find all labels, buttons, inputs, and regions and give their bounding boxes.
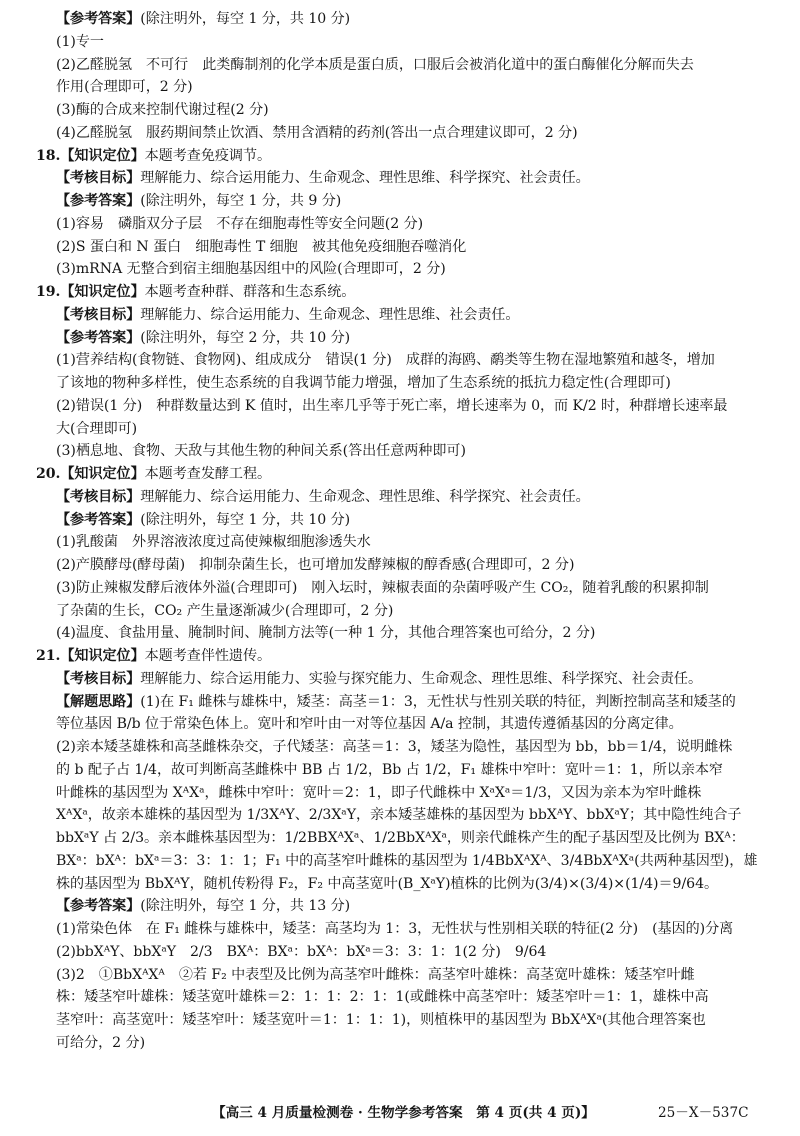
line-text: (3)酶的合成来控制代谢过程(2 分): [56, 102, 269, 118]
line-text: 的 b 配子占 1/4，故可判断高茎雌株中 BB 占 1/2，Bb 占 1/2，F₁ 雄株中窄叶：宽叶＝1：1，所以亲本窄: [56, 761, 723, 778]
line-text: 本题考查伴性遗传。: [144, 648, 272, 664]
line-text: 理解能力、综合运用能力、生命观念、理性思维、社会责任。: [140, 306, 520, 323]
line-text: (1)乳酸菌 外界溶液浓度过高使辣椒细胞渗透失水: [56, 534, 371, 551]
section-tag: 18.【知识定位】: [36, 147, 145, 164]
line-text: 理解能力、综合运用能力、实验与探究能力、生命观念、理性思维、科学探究、社会责任。: [140, 670, 703, 687]
line-text: (3)mRNA 无整合到宿主细胞基因组中的风险(合理即可，2 分): [56, 261, 446, 278]
text-line: [36, 236, 776, 259]
line-text: (除注明外，每空 1 分，共 9 分): [140, 193, 342, 209]
text-line: [36, 395, 776, 418]
line-text: 茎窄叶：高茎宽叶：矮茎窄叶：矮茎宽叶＝1：1：1：1)，则植株甲的基因型为 BbXᴬXᵃ(其他合理答案也: [56, 1012, 706, 1028]
text-line: [36, 918, 776, 941]
line-text: 了杂菌的生长，CO₂ 产生量逐渐减少(合理即可，2 分): [56, 602, 394, 619]
section-tag: 【参考答案】: [56, 193, 141, 209]
line-text: (2)错误(1 分) 种群数量达到 K 值时，出生率几乎等于死亡率，增长速率为 0，而 K/2 时，种群增长速率最: [56, 397, 728, 414]
line-text: 理解能力、综合运用能力、生命观念、理性思维、科学探究、社会责任。: [140, 170, 590, 187]
text-line: [36, 986, 776, 1009]
section-tag: 【参考答案】: [56, 329, 141, 346]
line-text: (2)亲本矮茎雄株和高茎雌株杂交，子代矮茎：高茎＝1：3，矮茎为隐性，基因型为 bb，bb＝1/4，说明雌株: [56, 739, 733, 755]
line-text: (3)防止辣椒发酵后液体外溢(合理即可) 刚入坛时，辣椒表面的杂菌呼吸产生 CO₂，随着乳酸的积累抑制: [56, 579, 709, 596]
line-text: 作用(合理即可，2 分): [56, 79, 193, 96]
line-text: (除注明外，每空 1 分，共 13 分): [140, 898, 351, 915]
section-tag: 【参考答案】: [56, 511, 141, 528]
section-tag: 19.【知识定位】: [36, 284, 145, 300]
text-line: [36, 873, 776, 896]
text-line: [36, 76, 776, 99]
line-text: (1)在 F₁ 雌株与雄株中，矮茎：高茎＝1：3，无性状与性别关联的特征，判断控制高茎和矮茎的: [140, 693, 736, 710]
line-text: BXᵃ：bXᴬ：bXᵃ＝3：3：1：1；F₁ 中的高茎窄叶雌株的基因型为 1/4BbXᴬXᴬ、3/4BbXᴬXᵃ(共两种基因型)，雄: [56, 852, 758, 869]
line-text: 等位基因 B/b 位于常染色体上。宽叶和窄叶由一对等位基因 A/a 控制，其遗传遵循基因的分离定律。: [56, 716, 683, 733]
footer-title: 【高三 4 月质量检测卷 · 生物学参考答案 第 4 页(共 4 页)】: [212, 1105, 595, 1121]
text-line: [36, 554, 776, 577]
line-text: (2)乙醛脱氢 不可行 此类酶制剂的化学本质是蛋白质，口服后会被消化道中的蛋白酶催化分解而失去: [56, 56, 694, 73]
text-line: [36, 577, 776, 600]
line-text: (2)产膜酵母(酵母菌) 抑制杂菌生长，也可增加发酵辣椒的醇香感(合理即可，2 分): [56, 557, 575, 573]
line-text: (4)温度、食盐用量、腌制时间、腌制方法等(一种 1 分，其他合理答案也可给分，2 分): [56, 625, 596, 642]
line-text: 本题考查免疫调节。: [144, 147, 272, 164]
line-text: 株：矮茎窄叶雄株：矮茎宽叶雄株＝2：1：1：2：1：1(或雌株中高茎窄叶：矮茎窄叶＝1：1，雄株中高: [56, 989, 709, 1006]
line-text: (2)bbXᴬY、bbXᵃY 2/3 BXᴬ：BXᵃ：bXᴬ：bXᵃ＝3：3：1：1(2 分) 9/64: [56, 943, 547, 960]
line-text: (4)乙醛脱氢 服药期间禁止饮酒、禁用含酒精的药剂(答出一点合理建议即可，2 分): [56, 124, 578, 141]
line-text: (2)S 蛋白和 N 蛋白 细胞毒性 T 细胞 被其他免疫细胞吞噬消化: [56, 238, 467, 255]
text-line: [36, 736, 776, 759]
text-line: [36, 964, 776, 987]
section-tag: 【解题思路】: [56, 693, 141, 710]
text-line: [36, 372, 776, 395]
line-text: (1)容易 磷脂双分子层 不存在细胞毒性等安全问题(2 分): [56, 215, 424, 232]
text-line: [36, 327, 776, 350]
line-text: (除注明外，每空 2 分，共 10 分): [140, 329, 351, 346]
text-line: [36, 668, 776, 691]
text-line: [36, 782, 776, 805]
line-text: (除注明外，每空 1 分，共 10 分): [140, 11, 351, 27]
text-line: [36, 122, 776, 145]
text-line: [36, 850, 776, 873]
text-line: [36, 304, 776, 327]
line-text: (3)栖息地、食物、天敌与其他生物的种间关系(答出任意两种即可): [56, 443, 466, 460]
line-text: 本题考查发酵工程。: [144, 466, 272, 482]
text-line: [36, 895, 776, 918]
text-line: [36, 463, 776, 486]
line-text: 株的基因型为 BbXᴬY，随机传粉得 F₂，F₂ 中高茎宽叶(B_XᵃY)植株的比例为(3/4)×(3/4)×(1/4)＝9/64。: [56, 875, 719, 892]
text-line: [36, 99, 776, 122]
text-line: [36, 509, 776, 532]
text-line: [36, 145, 776, 168]
section-tag: 20.【知识定位】: [36, 466, 145, 482]
line-text: (3)2 ①BbXᴬXᴬ ②若 F₂ 中表型及比例为高茎窄叶雌株：高茎窄叶雄株：高茎宽叶雄株：矮茎窄叶雌: [56, 966, 695, 983]
line-text: bbXᵃY 占 2/3。亲本雌株基因型为：1/2BBXᴬXᵃ、1/2BbXᴬXᵃ，则亲代雌株产生的配子基因型及比例为 BXᴬ：: [56, 830, 745, 846]
text-line: [36, 713, 776, 736]
footer-code: 25－X－537C: [658, 1105, 749, 1121]
text-line: [36, 349, 776, 372]
text-line: [36, 759, 776, 782]
section-tag: 【考核目标】: [56, 488, 141, 505]
section-tag: 【考核目标】: [56, 306, 141, 323]
line-text: 大(合理即可): [56, 420, 138, 437]
text-line: [36, 486, 776, 509]
answer-text-body: [36, 8, 776, 1055]
line-text: 叶雌株的基因型为 XᴬXᵃ，雌株中窄叶：宽叶＝2：1，即子代雌株中 XᵃXᵃ＝1/3，又因为亲本为窄叶雌株: [56, 784, 702, 801]
text-line: [36, 54, 776, 77]
line-text: 了该地的物种多样性，使生态系统的自我调节能力增强，增加了生态系统的抵抗力稳定性(合理即可): [56, 375, 671, 391]
text-line: [36, 281, 776, 304]
text-line: [36, 1032, 776, 1055]
text-line: [36, 31, 776, 54]
line-text: (1)专一: [56, 33, 104, 50]
text-line: [36, 1009, 776, 1032]
text-line: [36, 190, 776, 213]
line-text: XᴬXᵃ，故亲本雄株的基因型为 1/3XᴬY、2/3XᵃY，亲本矮茎雄株的基因型为 bbXᴬY、bbXᵃY；其中隐性纯合子: [56, 807, 742, 824]
line-text: 理解能力、综合运用能力、生命观念、理性思维、科学探究、社会责任。: [140, 488, 590, 505]
line-text: 可给分，2 分): [56, 1034, 146, 1051]
line-text: (1)常染色体 在 F₁ 雌株与雄株中，矮茎：高茎均为 1：3，无性状与性别相关联的特征(2 分) (基因的)分离: [56, 921, 734, 937]
text-line: [36, 691, 776, 714]
section-tag: 【参考答案】: [56, 898, 141, 915]
text-line: [36, 213, 776, 236]
text-line: [36, 258, 776, 281]
text-line: [36, 418, 776, 441]
line-text: 本题考查种群、群落和生态系统。: [144, 284, 356, 300]
text-line: [36, 804, 776, 827]
text-line: [36, 645, 776, 668]
text-line: [36, 622, 776, 645]
line-text: (1)营养结构(食物链、食物网)、组成成分 错误(1 分) 成群的海鸥、鹬类等生物在湿地繁殖和越冬，增加: [56, 352, 715, 369]
text-line: [36, 167, 776, 190]
text-line: [36, 941, 776, 964]
line-text: (除注明外，每空 1 分，共 10 分): [140, 511, 351, 528]
text-line: [36, 440, 776, 463]
section-tag: 【参考答案】: [56, 11, 141, 27]
text-line: [36, 827, 776, 850]
text-line: [36, 8, 776, 31]
section-tag: 【考核目标】: [56, 670, 141, 687]
text-line: [36, 531, 776, 554]
text-line: [36, 600, 776, 623]
section-tag: 【考核目标】: [56, 170, 141, 187]
section-tag: 21.【知识定位】: [36, 648, 145, 664]
